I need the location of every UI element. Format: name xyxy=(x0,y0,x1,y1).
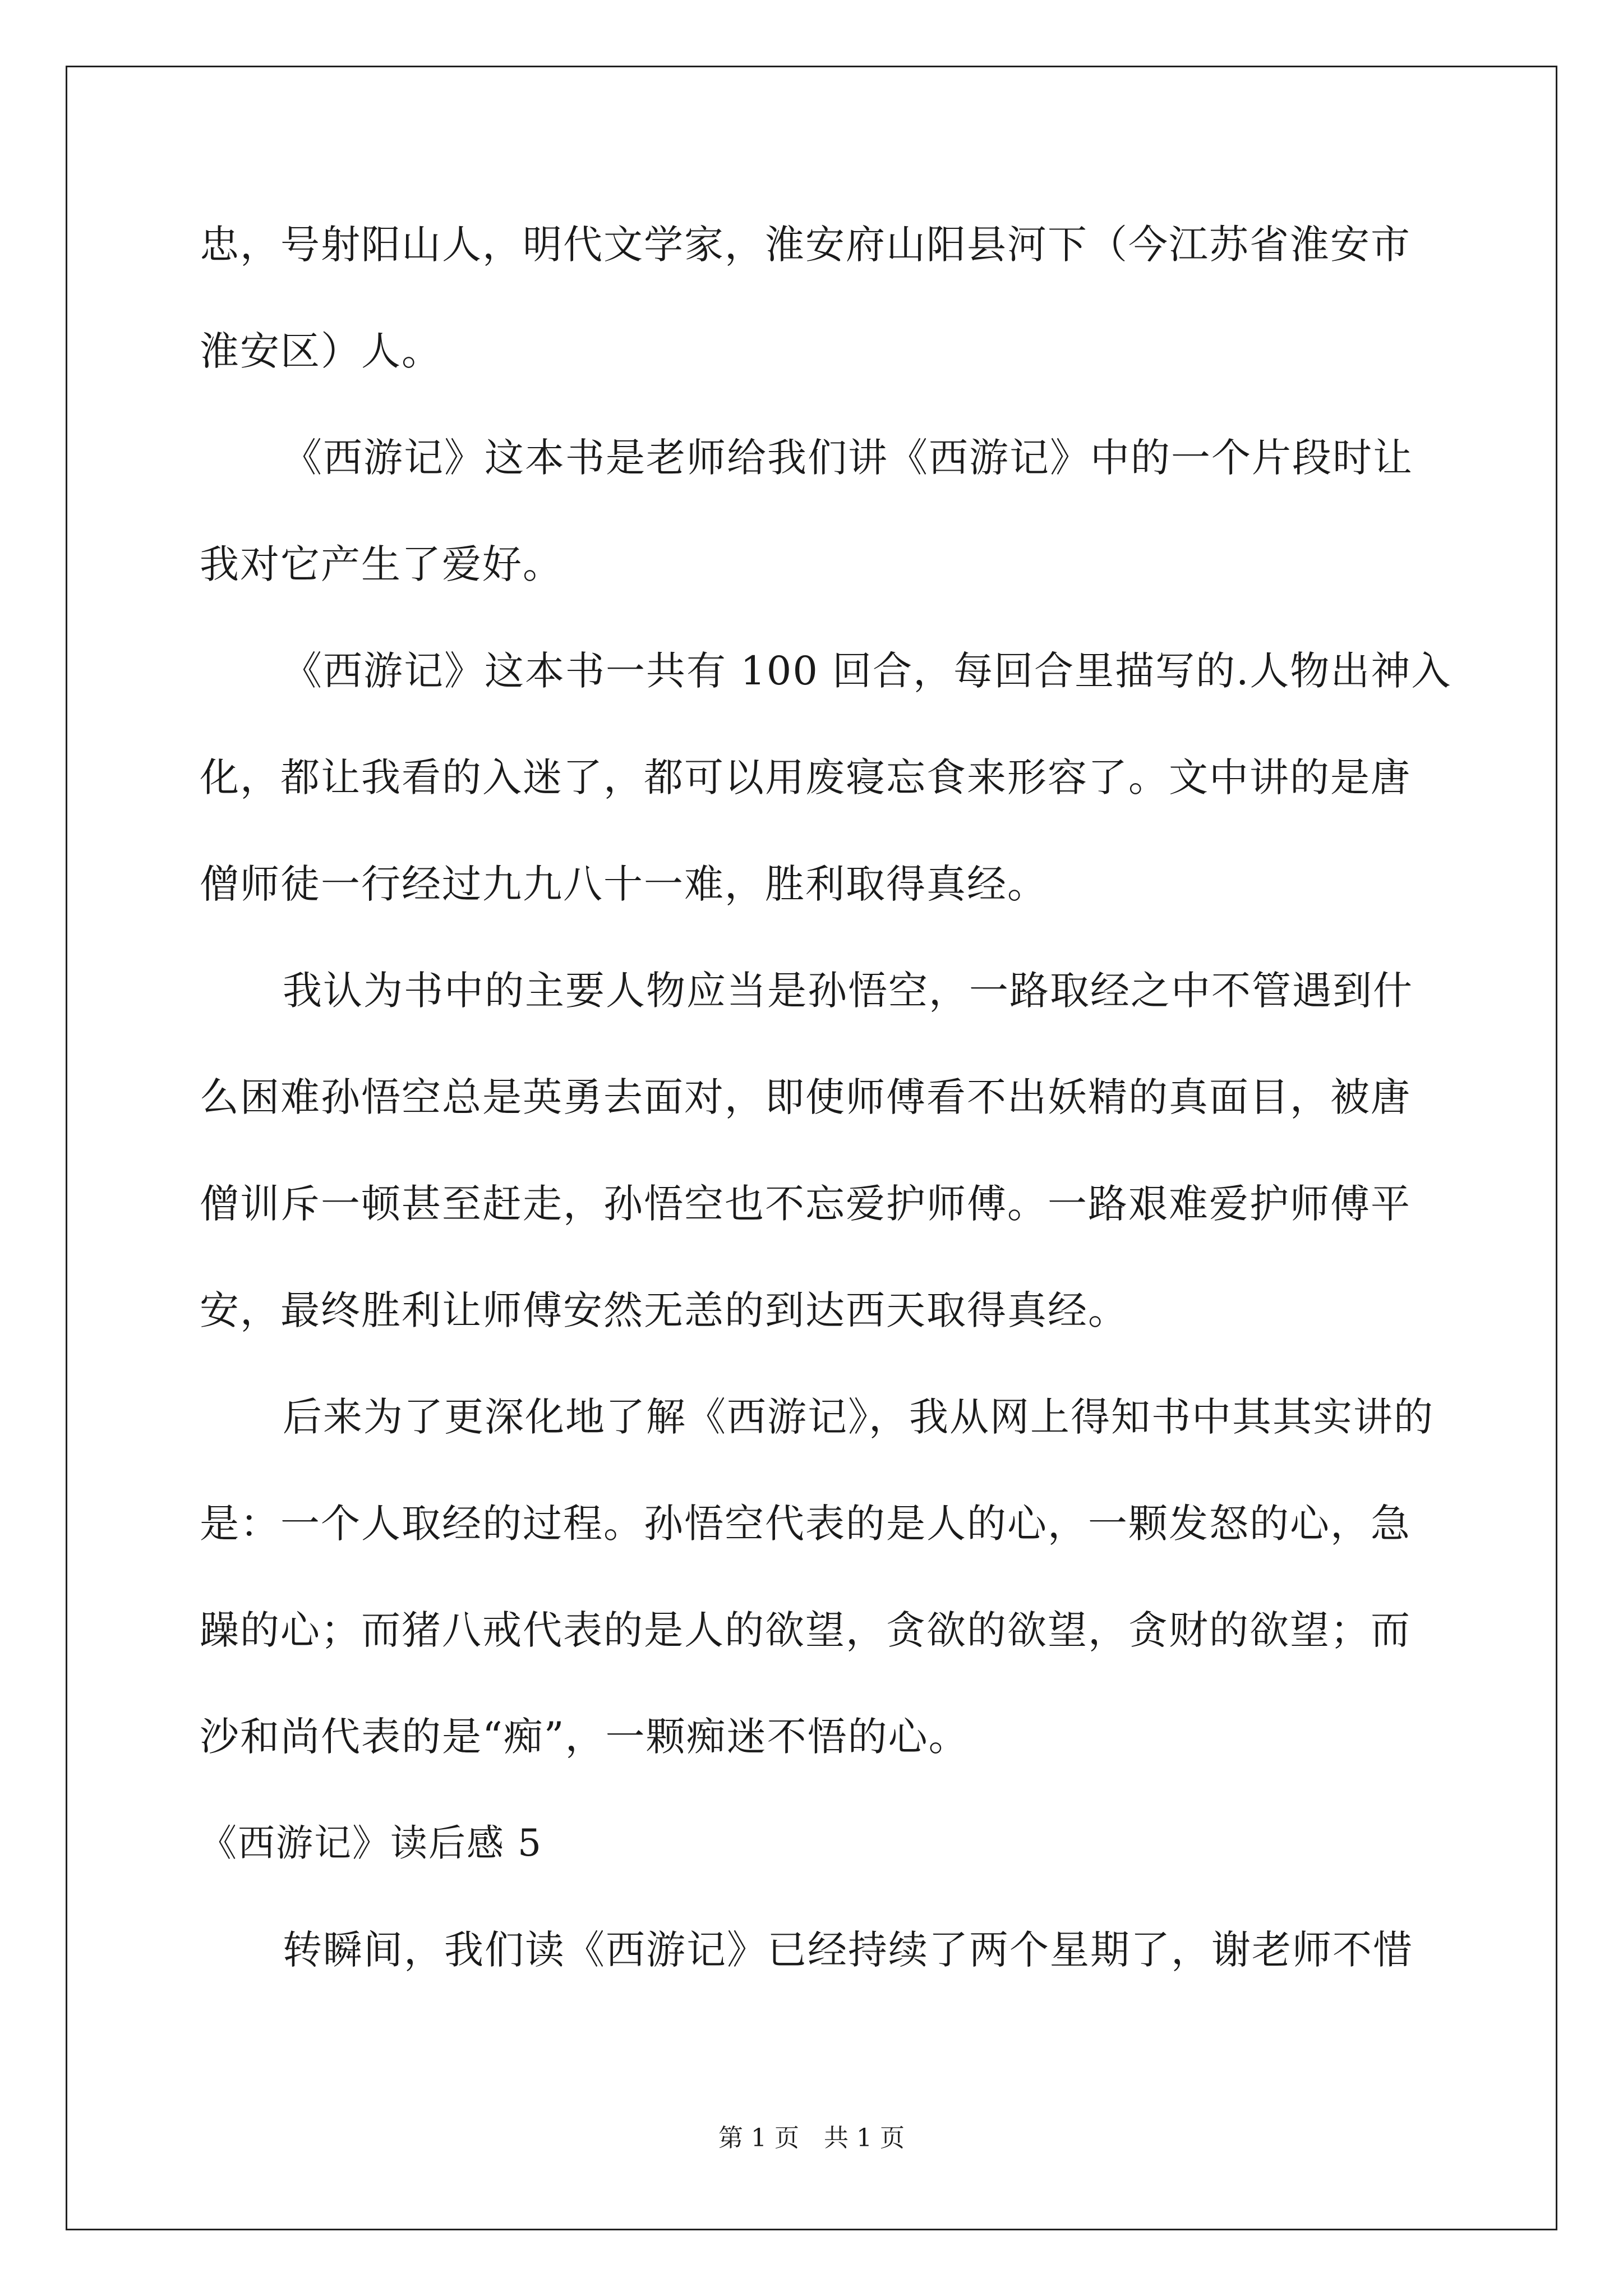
paragraph-start: 转瞬间，我们读《西游记》已经持续了两个星期了，谢老师不惜 xyxy=(283,1927,1413,1973)
text-line: 么困难孙悟空总是英勇去面对，即使师傅看不出妖精的真面目，被唐 xyxy=(200,1074,1411,1120)
paragraph-start: 我认为书中的主要人物应当是孙悟空，一路取经之中不管遇到什 xyxy=(283,968,1413,1014)
paragraph-start: 后来为了更深化地了解《西游记》，我从网上得知书中其其实讲的 xyxy=(283,1394,1434,1440)
page-number: 第 1 页 共 1 页 xyxy=(718,2124,905,2152)
page-border xyxy=(66,66,1557,2230)
paragraph-start: 《西游记》这本书是老师给我们讲《西游记》中的一个片段时让 xyxy=(283,435,1413,481)
text-line: 躁的心；而猪八戒代表的是人的欲望，贪欲的欲望，贪财的欲望；而 xyxy=(200,1607,1411,1653)
text-line: 沙和尚代表的是“痴”，一颗痴迷不悟的心。 xyxy=(200,1714,969,1760)
text-line: 僧训斥一顿甚至赶走，孙悟空也不忘爱护师傅。一路艰难爱护师傅平 xyxy=(200,1181,1411,1227)
text-line: 我对它产生了爱好。 xyxy=(200,541,563,587)
paragraph-start: 《西游记》这本书一共有 100 回合，每回合里描写的.人物出神入 xyxy=(283,648,1452,694)
section-heading: 《西游记》读后感 5 xyxy=(200,1821,542,1865)
text-line: 僧师徒一行经过九九八十一难，胜利取得真经。 xyxy=(200,861,1048,907)
text-line: 安，最终胜利让师傅安然无恙的到达西天取得真经。 xyxy=(200,1287,1128,1333)
text-line: 淮安区）人。 xyxy=(200,328,442,374)
text-line: 是：一个人取经的过程。孙悟空代表的是人的心，一颗发怒的心，急 xyxy=(200,1501,1411,1547)
text-line: 忠，号射阳山人，明代文学家，淮安府山阳县河下（今江苏省淮安市 xyxy=(200,222,1411,268)
text-line: 化，都让我看的入迷了，都可以用废寝忘食来形容了。文中讲的是唐 xyxy=(200,754,1411,800)
